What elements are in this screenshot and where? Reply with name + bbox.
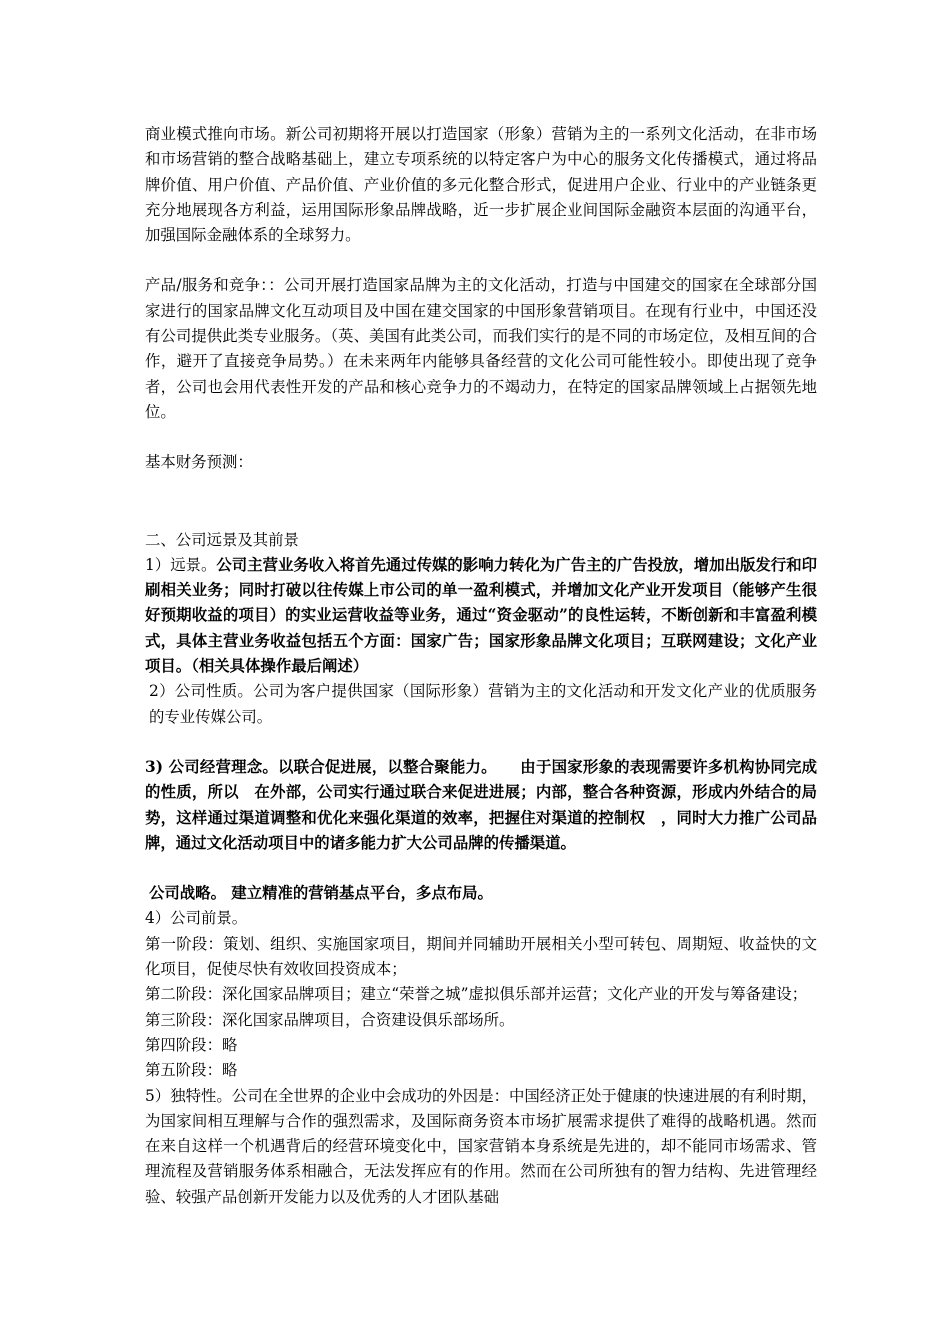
- paragraph-products-competition: 产品/服务和竞争：：公司开展打造国家品牌为主的文化活动，打造与中国建交的国家在全球部分国家进行的国家品牌文化互动项目及中国在建交国家的中国形象营销项目。在现有行业中，中国还没有公司提供此类专业服务。（英、美国有此类公司，而我们实行的是不同的市场定位，及相互间的合作，避开了直接竞争局势。）在未来两年内能够具备经营的文化公司可能性较小。即使出现了竞争者，公司也会用代表性开发的产品和核心竞争力的不竭动力，在特定的国家品牌领域上占据领先地位。: [145, 276, 817, 421]
- paragraph-spacer: [145, 856, 817, 881]
- paragraph-uniqueness: 5）独特性。公司在全世界的企业中会成功的外因是：中国经济正处于健康的快速进展的有利时期，为国家间相互理解与合作的强烈需求，及国际商务资本市场扩展需求提供了难得的战略机遇。然而在来自这样一个机遇背后的经营环境变化中，国家营销本身系统是先进的，却不能同市场需求、管理流程及营销服务体系相融合，无法发挥应有的作用。然而在公司所独有的智力结构、先进管理经验、较强产品创新开发能力以及优秀的人才团队基础: [145, 1086, 817, 1206]
- paragraph-stage-three: 第三阶段：深化国家品牌项目，合资建设俱乐部场所。: [145, 1010, 515, 1029]
- paragraph-business-philosophy: 3) 公司经营理念。以联合促进展，以整合聚能力。 由于国家形象的表现需要许多机构协同完成的性质，所以 在外部，公司实行通过联合来促进进展；内部，整合各种资源，形成内外结合的局势，这样通过渠道调整和优化来强化渠道的效率，把握住对渠道的控制权 ，同时大力推广公司品牌，通过文化活动项目中的诸多能力扩大公司品牌的传播渠道。: [145, 757, 817, 852]
- paragraph-prospects-heading: 4）公司前景。: [145, 909, 248, 928]
- section-heading-vision: 二、公司远景及其前景: [145, 530, 299, 549]
- paragraph-stage-two: 第二阶段：深化国家品牌项目；建立“荣誉之城”虚拟俱乐部并运营；文化产业的开发与筹备建设；: [145, 985, 808, 1004]
- paragraph-spacer: [145, 425, 817, 450]
- paragraph-business-model: 商业模式推向市场。新公司初期将开展以打造国家（形象）营销为主的一系列文化活动，在非市场和市场营销的整合战略基础上，建立专项系统的以特定客户为中心的服务文化传播模式，通过将品牌价值、用户价值、产品价值、产业价值的多元化整合形式，促进用户企业、行业中的产业链条更充分地展现各方利益，运用国际形象品牌战略，近一步扩展企业间国际金融资本层面的沟通平台，加强国际金融体系的全球努力。: [145, 125, 817, 245]
- paragraph-spacer: [145, 730, 817, 755]
- paragraph-company-nature: 2）公司性质。公司为客户提供国家（国际形象）营销为主的文化活动和开发文化产业的优质服务的专业传媒公司。: [149, 682, 817, 726]
- paragraph-spacer: [145, 476, 817, 528]
- document-body: [145, 122, 817, 1210]
- paragraph-financial-forecast: 基本财务预测：: [145, 453, 253, 472]
- paragraph-stage-one: 第一阶段：策划、组织、实施国家项目，期间并同辅助开展相关小型可转包、周期短、收益快的文化项目，促使尽快有效收回投资成本；: [145, 934, 817, 979]
- paragraph-vision: [145, 553, 817, 679]
- paragraph-spacer: [145, 248, 817, 273]
- paragraph-strategy: 公司战略。 建立精准的营销基点平台，多点布局。: [149, 884, 493, 903]
- paragraph-stage-five: 第五阶段：略: [145, 1061, 238, 1080]
- vision-text: 公司主营业务收入将首先通过传媒的影响力转化为广告主的广告投放，增加出版发行和印刷相关业务；同时打破以往传媒上市公司的单一盈利模式，并增加文化产业开发项目（能够产生很好预期收益的项目）的实业运营收益等业务，通过“资金驱动”的良性运转，不断创新和丰富盈利模式，具体主营业务收益包括五个方面：国家广告；国家形象品牌文化项目；互联网建设；文化产业项目。（相关具体操作最后阐述）: [145, 555, 817, 676]
- paragraph-stage-four: 第四阶段：略: [145, 1035, 238, 1054]
- vision-label: 1）远景。: [145, 555, 217, 574]
